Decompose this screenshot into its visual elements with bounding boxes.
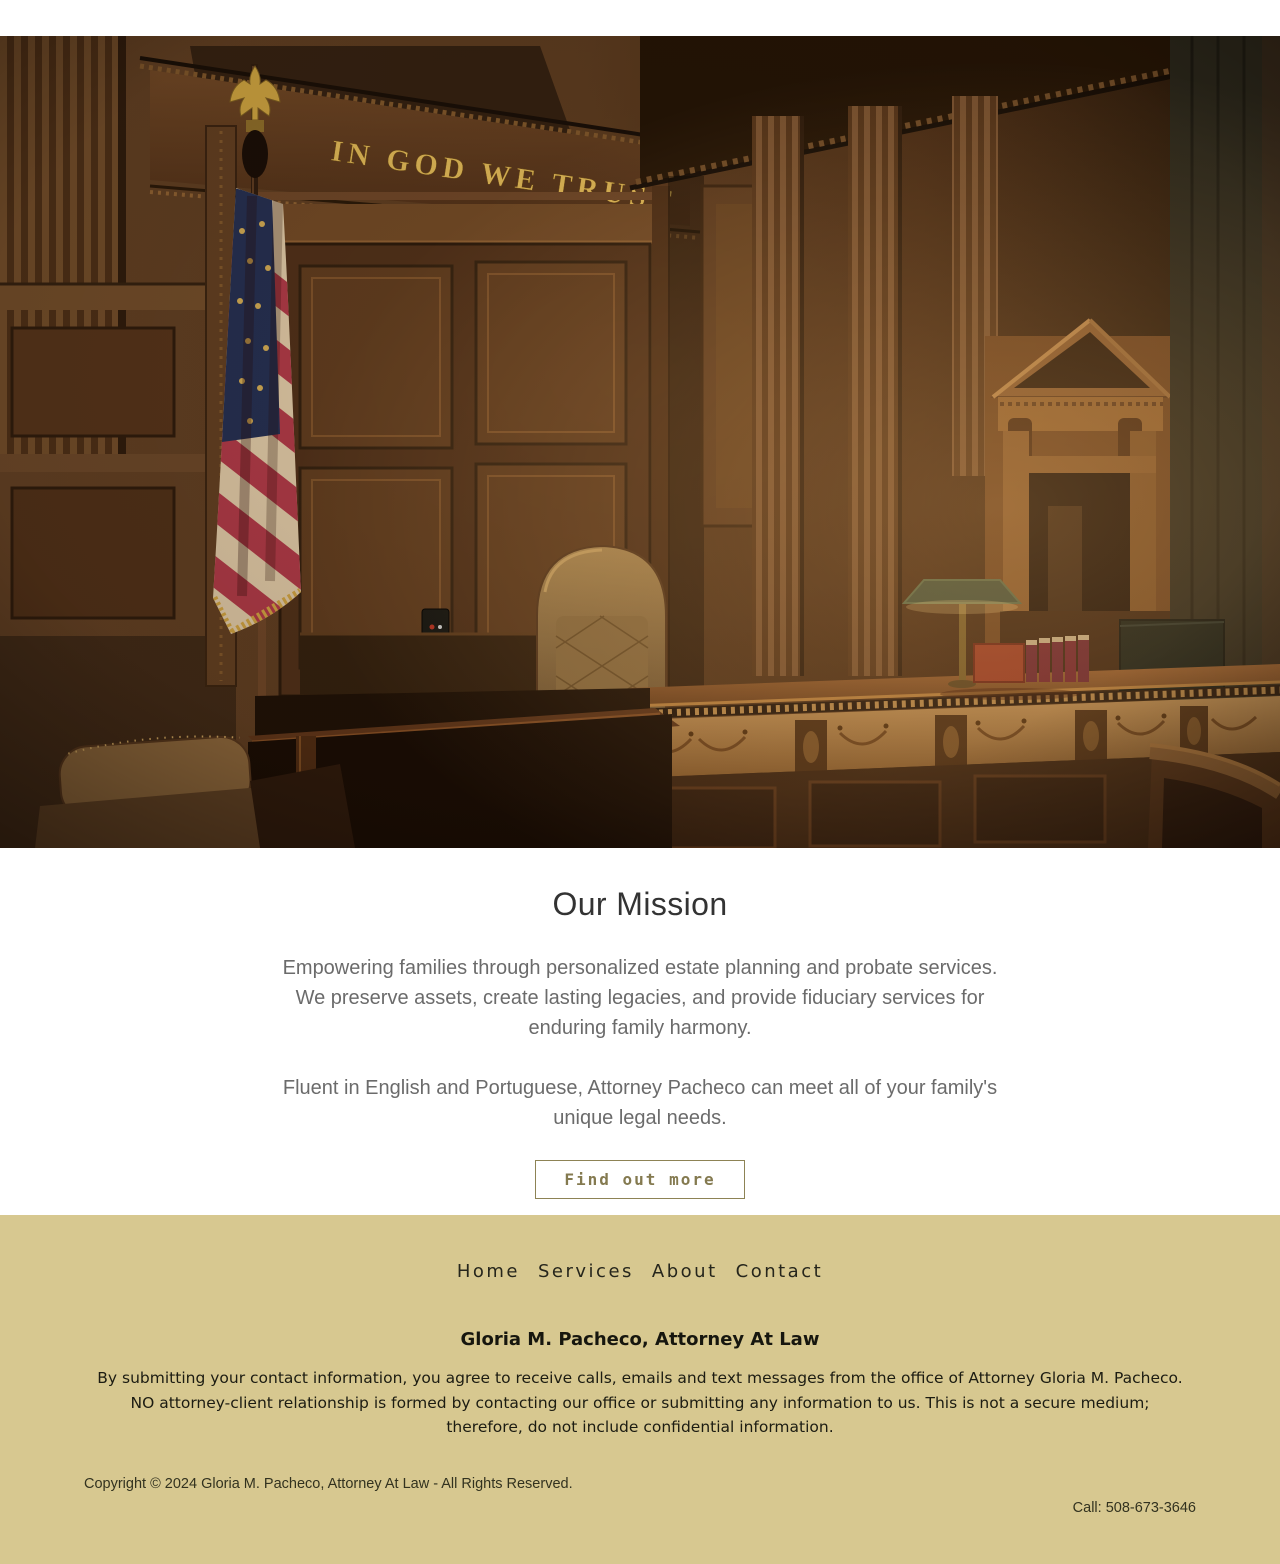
find-out-more-button[interactable]: Find out more: [535, 1160, 744, 1199]
footer-bottom-row: [0, 1476, 1280, 1516]
nav-link-contact[interactable]: Contact: [735, 1261, 824, 1282]
footer: [0, 1215, 1280, 1564]
mission-paragraph-2: Fluent in English and Portuguese, Attorney Pacheco can meet all of your family's unique legal needs.: [282, 1077, 998, 1129]
top-spacer: [0, 0, 1280, 36]
courtroom-photo: [0, 36, 1280, 848]
phone-number[interactable]: Call: 508-673-3646: [1072, 1499, 1196, 1516]
nav-link-home[interactable]: Home: [456, 1261, 520, 1282]
business-name: Gloria M. Pacheco, Attorney At Law: [460, 1329, 820, 1350]
mission-paragraph-1: Empowering families through personalized estate planning and probate services. We preserve assets, create lasting legacies, and provide fiduciary services for enduring family harmony.: [282, 957, 998, 1039]
mission-section: [0, 848, 1280, 1215]
vignette: [0, 36, 1280, 848]
mission-title: Our Mission: [552, 886, 728, 922]
nav-link-about[interactable]: About: [651, 1261, 718, 1282]
footer-nav: [0, 1261, 1280, 1282]
copyright-text: Copyright © 2024 Gloria M. Pacheco, Attorney At Law - All Rights Reserved.: [84, 1475, 573, 1492]
nav-link-services[interactable]: Services: [538, 1261, 634, 1282]
footer-disclaimer: By submitting your contact information, you agree to receive calls, emails and text messages from the office of Attorney Gloria M. Pacheco. NO attorney-client relationship is formed by contacting our office or submitting any information to us. This is not a secure medium; therefore, do not include confidential information.: [97, 1369, 1183, 1436]
hero-section: [0, 36, 1280, 848]
